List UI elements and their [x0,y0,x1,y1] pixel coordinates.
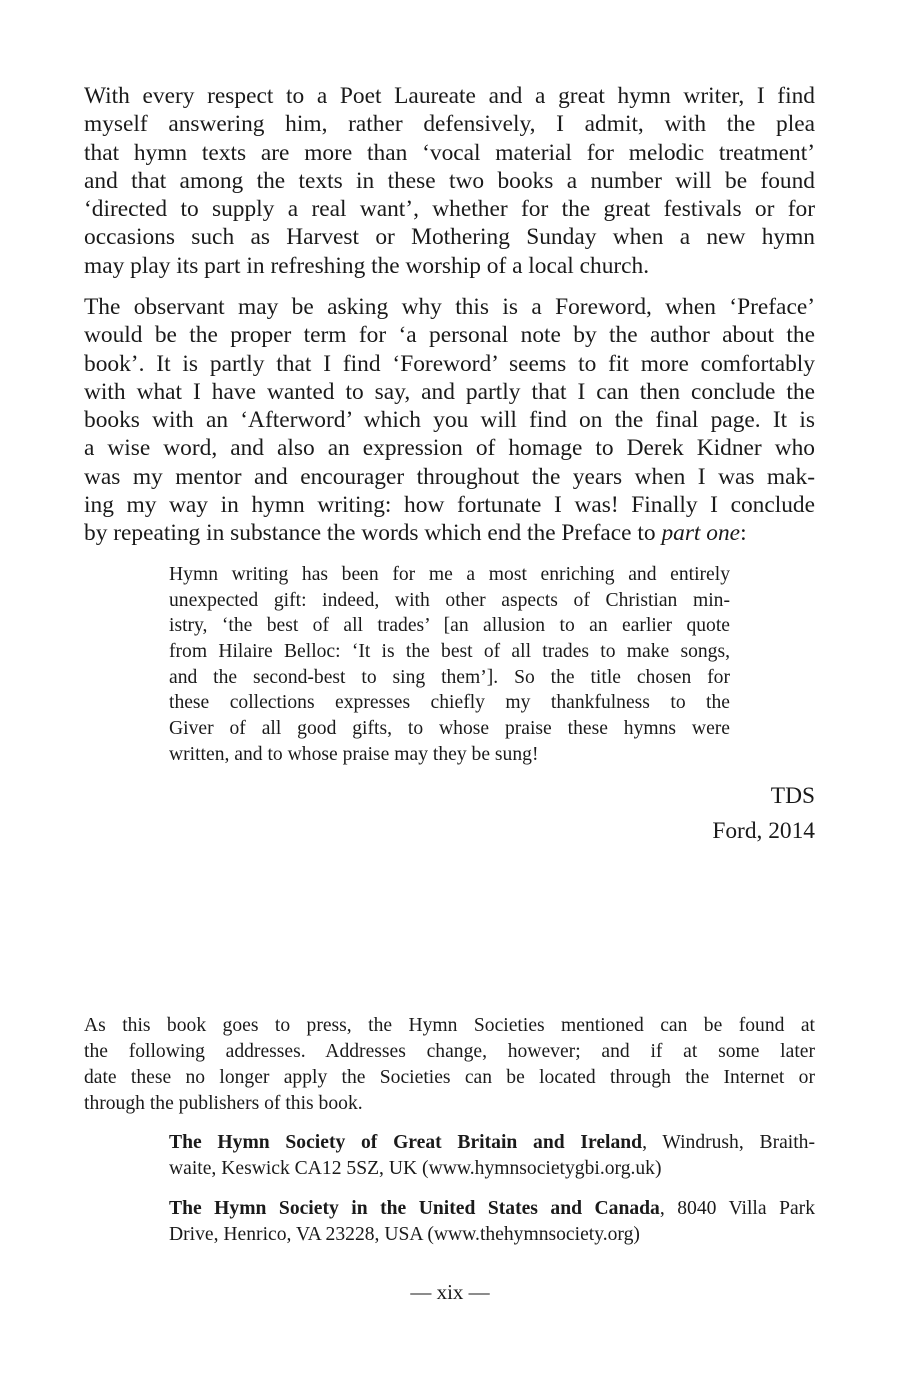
text-line: books with an ‘Afterword’ which you will find on the final page. It is [84,407,815,434]
text-line: was my mentor and encourager throughout the years when I was mak- [84,463,815,490]
address-line: Drive, Henrico, VA 23228, USA (www.thehymnsociety.org) [169,1224,640,1245]
block-quote [169,562,730,768]
notice-line: As this book goes to press, the Hymn Societies mentioned can be found at [84,1015,815,1036]
signature-block [712,779,815,849]
quote-line: from Hilaire Belloc: ‘It is the best of all trades to make songs, [169,641,730,663]
quote-line: Giver of all good gifts, to whose praise these hymns were [169,718,730,740]
notice-line: through the publishers of this book. [84,1093,363,1114]
text-fragment: by repeating in substance the words which end the Preface to [84,520,662,547]
text-line: The observant may be asking why this is a Foreword, when ‘Preface’ [84,294,815,320]
notice-line: the following addresses. Addresses change, however; and if at some later [84,1041,815,1062]
text-fragment: : [740,520,747,547]
quote-line: istry, ‘the best of all trades’ [an allusion to an earlier quote [169,615,730,637]
text-line: a wise word, and also an expression of homage to Derek Kidner who [84,435,815,462]
italic-title-part-one: part one [661,520,741,547]
quote-line: and the second-best to sing them’]. So the title chosen for [169,666,730,688]
address-hymn-society-usa-canada [169,1196,815,1248]
paragraph-poet-laureate [84,82,815,280]
text-line: may play its part in refreshing the worship of a local church. [84,252,650,279]
address-hymn-society-gbi [169,1130,815,1182]
text-line-last [84,519,815,547]
text-line: With every respect to a Poet Laureate and a great hymn writer, I find [84,83,815,109]
quote-line: Hymn writing has been for me a most enriching and entirely [169,564,730,585]
society-name: The Hymn Society of Great Britain and Ireland [169,1132,643,1153]
text-line: would be the proper term for ‘a personal note by the author about the [84,322,815,349]
author-initials: TDS [770,783,815,809]
address-line: waite, Keswick CA12 5SZ, UK (www.hymnsocietygbi.org.uk) [169,1158,662,1179]
text-line: book’. It is partly that I find ‘Foreword’ seems to fit more comfortably [84,350,815,377]
address-text: , Windrush, Braith- [642,1132,815,1153]
text-line: that hymn texts are more than ‘vocal material for melodic treatment’ [84,139,815,166]
address-text: , 8040 Villa Park [659,1198,815,1219]
paragraph-foreword-explanation [84,293,815,548]
text-line: and that among the texts in these two books a number will be found [84,167,815,194]
text-line: with what I have wanted to say, and partly that I can then conclude the [84,378,815,405]
notice-line: date these no longer apply the Societies can be located through the Internet or [84,1067,815,1088]
text-line: myself answering him, rather defensively, I admit, with the plea [84,111,815,138]
text-line: ing my way in hymn writing: how fortunate I was! Finally I conclude [84,492,815,519]
text-line: ‘directed to supply a real want’, whether for the great festivals or for [84,196,815,223]
hymn-societies-notice [84,1013,815,1117]
quote-line: written, and to whose praise may they be sung! [169,743,539,765]
place-and-date: Ford, 2014 [712,818,815,844]
quote-line: these collections expresses chiefly my thankfulness to the [169,692,730,714]
page-number: — xix — [410,1280,490,1304]
society-name: The Hymn Society in the United States and Canada [169,1198,660,1219]
address-line [169,1130,815,1156]
quote-line: unexpected gift: indeed, with other aspects of Christian min- [169,589,730,611]
address-line [169,1196,815,1222]
text-line: occasions such as Harvest or Mothering Sunday when a new hymn [84,224,815,251]
